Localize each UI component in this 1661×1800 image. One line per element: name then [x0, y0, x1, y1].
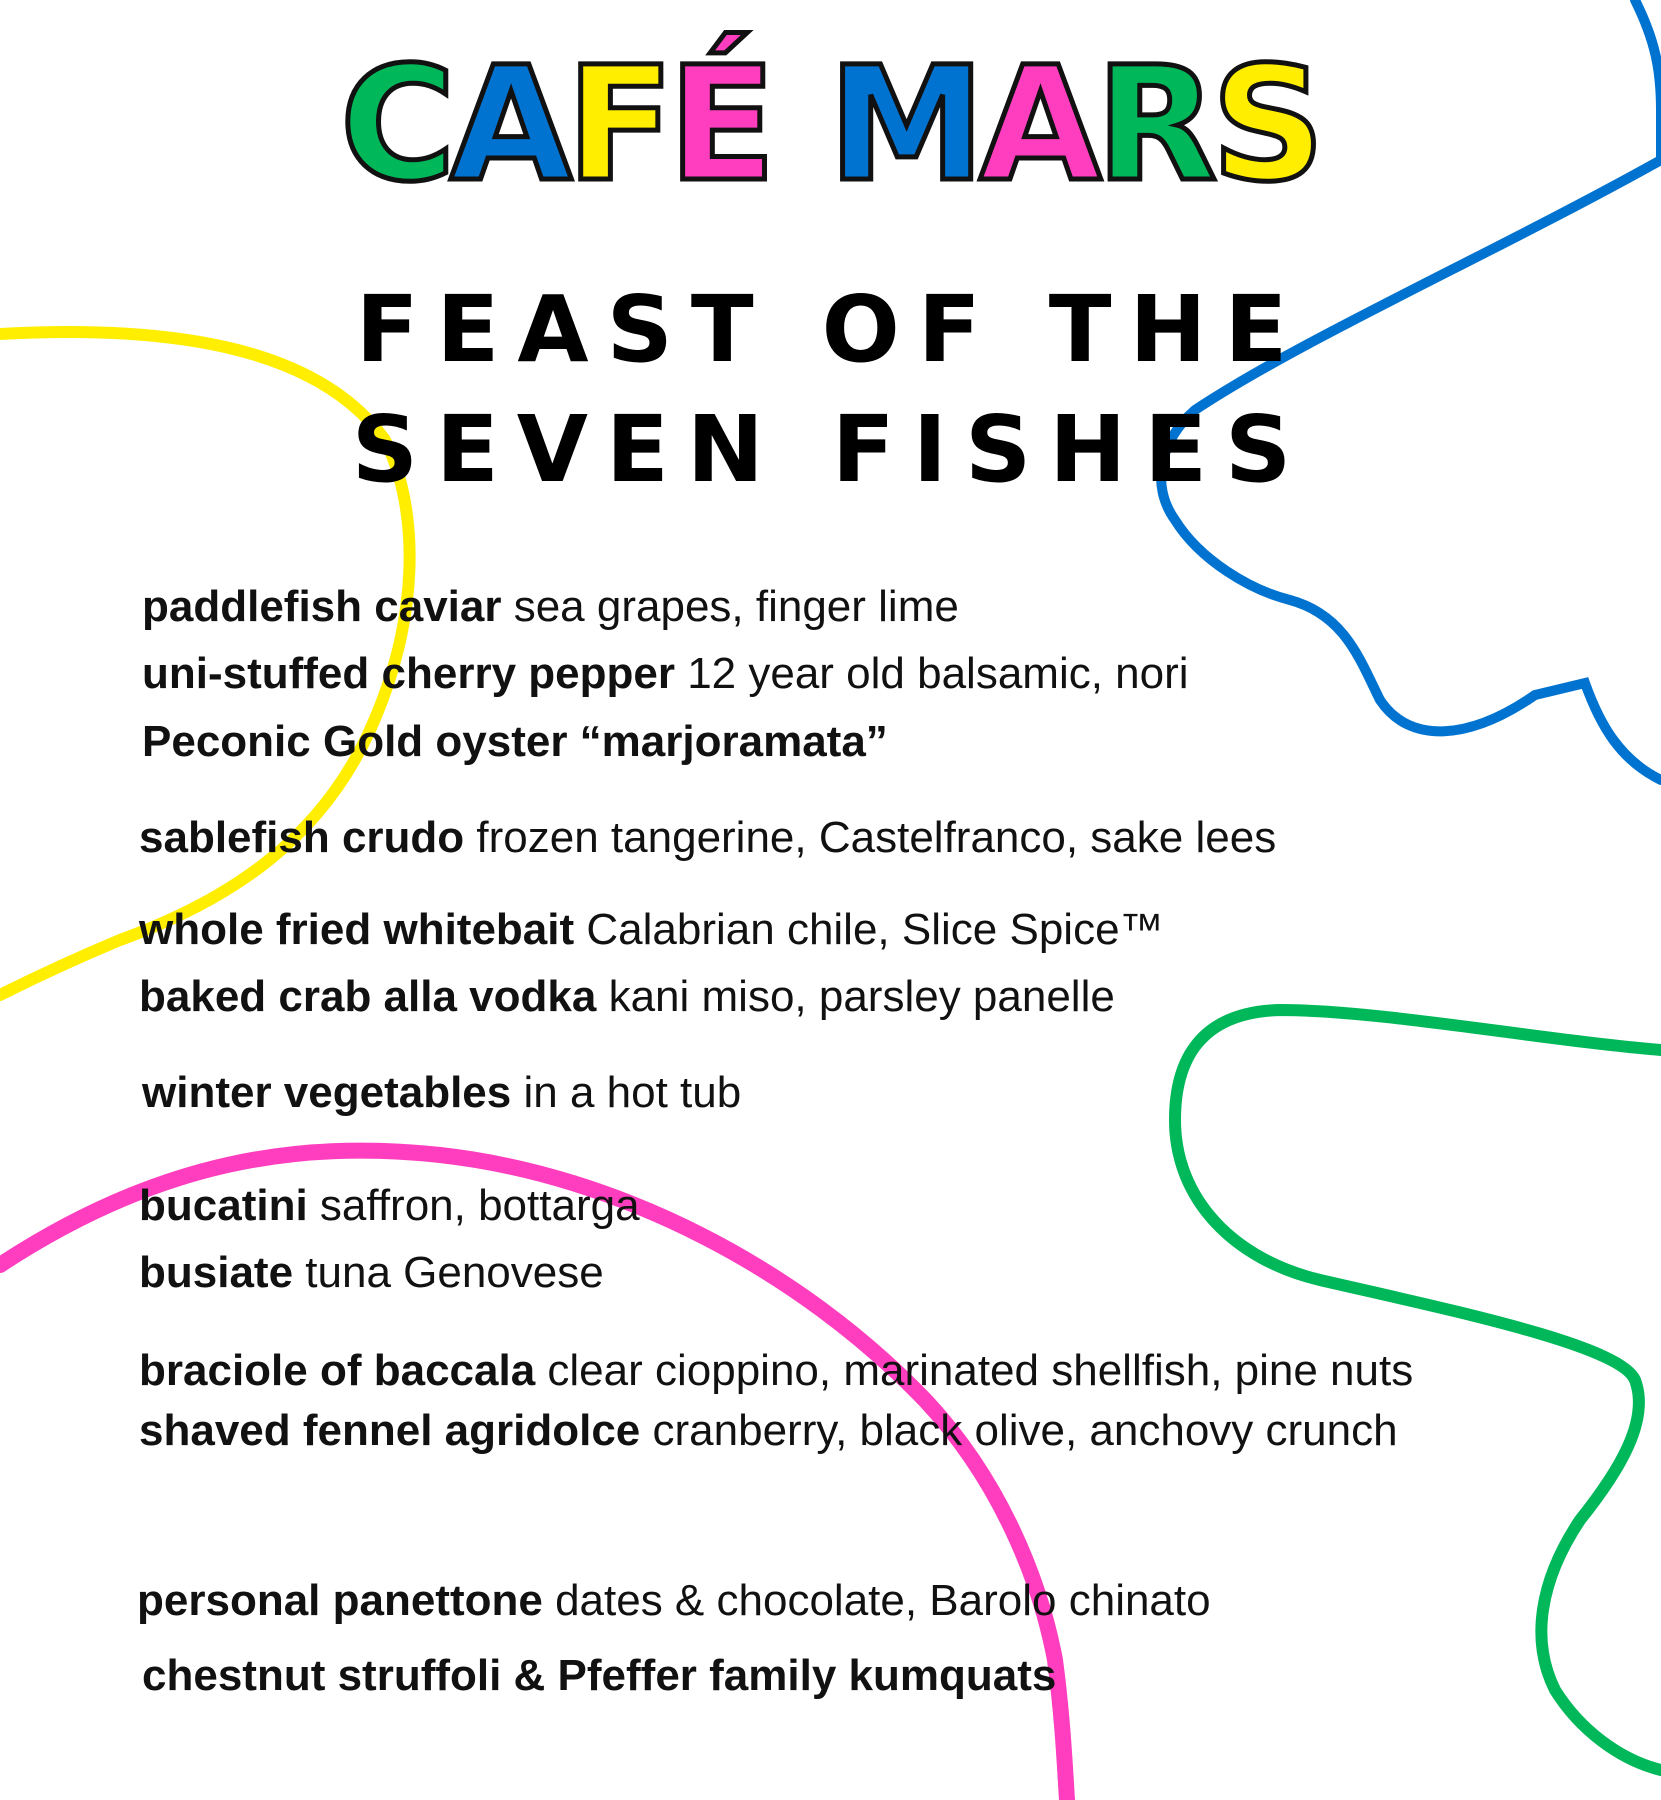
logo-letter: É	[668, 33, 773, 217]
dish-name: shaved fennel agridolce	[139, 1406, 641, 1455]
dish-description: sea grapes, finger lime	[501, 582, 959, 631]
menu-item	[142, 581, 959, 633]
dish-name: bucatini	[139, 1181, 308, 1230]
logo-letter: R	[1095, 33, 1214, 217]
dish-description: in a hot tub	[511, 1068, 742, 1117]
logo-letter: A	[979, 33, 1098, 217]
dish-description: frozen tangerine, Castelfranco, sake lees	[464, 813, 1277, 862]
dish-name: sablefish crudo	[139, 813, 465, 862]
dish-name: busiate	[139, 1248, 294, 1297]
dish-description: kani miso, parsley panelle	[596, 972, 1115, 1021]
dish-description: clear cioppino, marinated shellfish, pine nuts	[535, 1346, 1414, 1395]
menu-item	[142, 1067, 741, 1119]
dish-description: saffron, bottarga	[307, 1181, 640, 1230]
dish-description: tuna Genovese	[293, 1248, 604, 1297]
menu-item	[142, 716, 888, 768]
menu-item	[139, 1247, 604, 1299]
menu-item	[139, 904, 1164, 956]
menu-item	[139, 971, 1115, 1023]
logo-letter: F	[566, 33, 671, 217]
menu-item	[142, 648, 1189, 700]
dish-name: paddlefish caviar	[142, 582, 502, 631]
page-title-line-1: FEAST OF THE	[355, 276, 1306, 383]
logo-letter: M	[828, 33, 982, 217]
dish-description: dates & chocolate, Barolo chinato	[542, 1576, 1211, 1625]
menu-item	[137, 1575, 1211, 1627]
dish-name: personal panettone	[137, 1576, 543, 1625]
menu-item	[142, 1650, 1056, 1702]
logo-letter: S	[1211, 33, 1322, 217]
logo-letter: A	[449, 33, 569, 217]
dish-name: braciole of baccala	[139, 1346, 536, 1395]
menu-item	[139, 1345, 1413, 1397]
dish-name: winter vegetables	[142, 1068, 512, 1117]
dish-name: uni-stuffed cherry pepper	[142, 649, 675, 698]
dish-description: Calabrian chile, Slice Spice™	[574, 905, 1164, 954]
menu-item	[139, 1405, 1398, 1457]
dish-description: 12 year old balsamic, nori	[674, 649, 1189, 698]
menu-item	[139, 812, 1276, 864]
cafe-mars-logo	[0, 20, 1661, 230]
dish-description: cranberry, black olive, anchovy crunch	[640, 1406, 1398, 1455]
page-title-line-2: SEVEN FISHES	[351, 396, 1310, 503]
dish-name: baked crab alla vodka	[139, 972, 597, 1021]
menu-item	[139, 1180, 640, 1232]
dish-name: chestnut struffoli & Pfeffer family kumquats	[142, 1651, 1057, 1700]
dish-name: Peconic Gold oyster “marjoramata”	[142, 717, 888, 766]
logo-letter: C	[339, 33, 452, 217]
dish-name: whole fried whitebait	[139, 905, 575, 954]
